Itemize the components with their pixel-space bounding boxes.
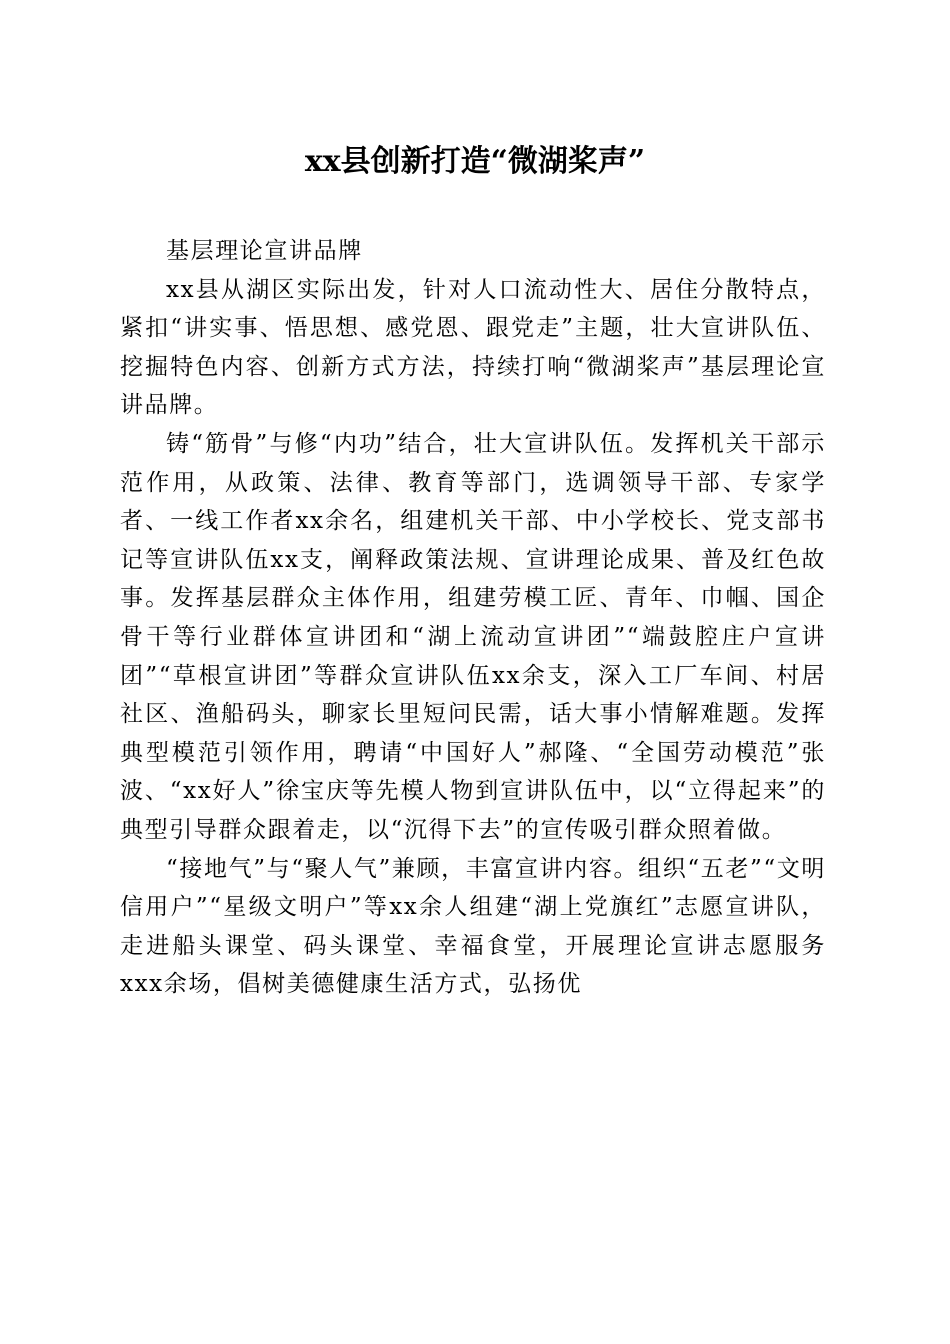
paragraph-content: “接地气”与“聚人气”兼顾，丰富宣讲内容。组织“五老”“文明信用户”“星级文明户”等xx余人组建“湖上党旗红”志愿宣讲队，走进船头课堂、码头课堂、幸福食堂，开展理论宣讲志愿服务xxx余场，倡树美德健康生活方式，弘扬优 <box>120 855 826 998</box>
paragraph-intro: xx县从湖区实际出发，针对人口流动性大、居住分散特点，紧扣“讲实事、悟思想、感党恩、跟党走”主题，壮大宣讲队伍、挖掘特色内容、创新方式方法，持续打响“微湖桨声”基层理论宣讲品牌。 <box>120 276 826 419</box>
document-title: xx县创新打造“微湖桨声” <box>304 144 646 179</box>
paragraph-team: 铸“筋骨”与修“内功”结合，壮大宣讲队伍。发挥机关干部示范作用，从政策、法律、教育等部门，选调领导干部、专家学者、一线工作者xx余名，组建机关干部、中小学校长、党支部书记等宣讲队伍xx支，阐释政策法规、宣讲理论成果、普及红色故事。发挥基层群众主体作用，组建劳模工匠、青年、巾帼、国企骨干等行业群体宣讲团和“湖上流动宣讲团”“端鼓腔庄户宣讲团”“草根宣讲团”等群众宣讲队伍xx余支，深入工厂车间、村居社区、渔船码头，聊家长里短问民需，话大事小情解难题。发挥典型模范引领作用，聘请“中国好人”郝隆、“全国劳动模范”张波、“xx好人”徐宝庆等先模人物到宣讲队伍中，以“立得起来”的典型引导群众跟着走，以“沉得下去”的宣传吸引群众照着做。 <box>120 430 826 843</box>
paragraph-subtitle: 基层理论宣讲品牌 <box>166 238 363 264</box>
document-body <box>120 232 826 1004</box>
